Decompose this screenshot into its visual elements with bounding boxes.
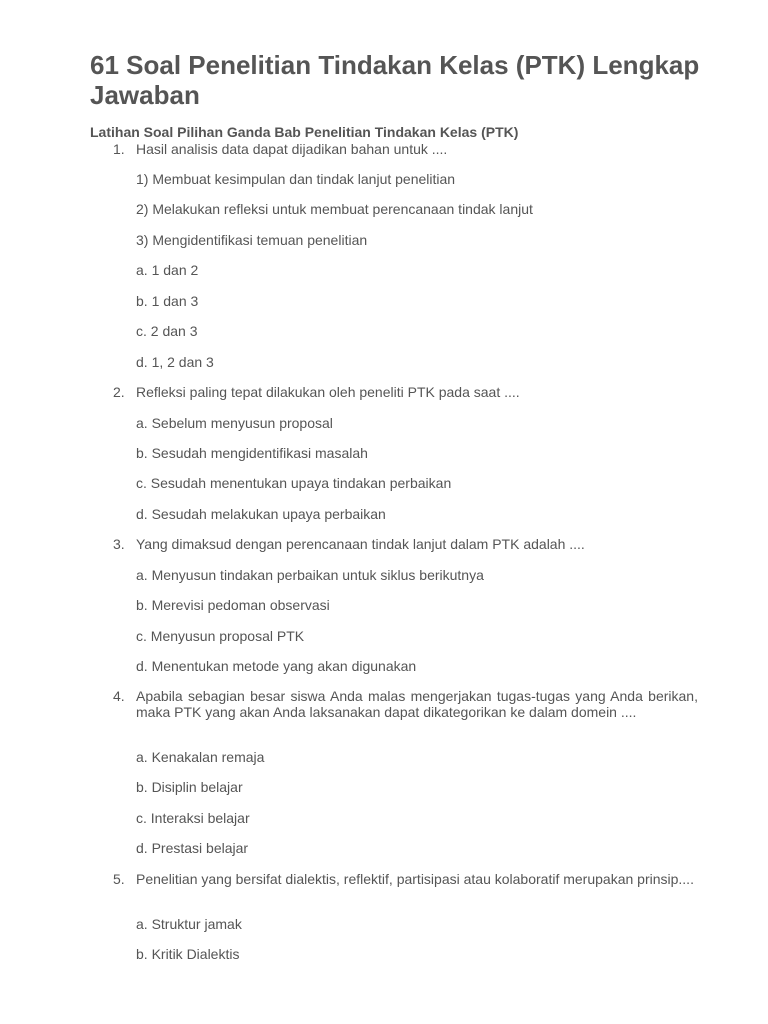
question-text: Penelitian yang bersifat dialektis, reflektif, partisipasi atau kolaboratif merupakan prinsip.... <box>136 871 694 887</box>
question-text: Apabila sebagian besar siswa Anda malas mengerjakan tugas-tugas yang Anda berikan, maka PTK yang akan Anda laksanakan dapat dikategorikan ke dalam domein .... <box>136 688 698 720</box>
section-subtitle: Latihan Soal Pilihan Ganda Bab Penelitian Tindakan Kelas (PTK) <box>90 124 519 140</box>
option-d: d. Sesudah melakukan upaya perbaikan <box>136 506 386 522</box>
question-text: Hasil analisis data dapat dijadikan bahan untuk .... <box>136 141 448 157</box>
option-a: a. Struktur jamak <box>136 916 242 932</box>
question-text: Refleksi paling tepat dilakukan oleh peneliti PTK pada saat .... <box>136 384 520 400</box>
question-number: 5. <box>113 871 125 887</box>
question-number: 4. <box>113 688 125 704</box>
option-a: a. Kenakalan remaja <box>136 749 265 765</box>
option-b: b. 1 dan 3 <box>136 293 199 309</box>
option-a: a. 1 dan 2 <box>136 262 199 278</box>
question-number: 2. <box>113 384 125 400</box>
question-text: Yang dimaksud dengan perencanaan tindak lanjut dalam PTK adalah .... <box>136 536 585 552</box>
page-title: 61 Soal Penelitian Tindakan Kelas (PTK) Lengkap Jawaban <box>90 50 700 110</box>
option-c: c. 2 dan 3 <box>136 323 198 339</box>
statement-2: 2) Melakukan refleksi untuk membuat perencanaan tindak lanjut <box>136 201 533 217</box>
option-b: b. Disiplin belajar <box>136 779 243 795</box>
option-b: b. Merevisi pedoman observasi <box>136 597 330 613</box>
question-number: 1. <box>113 141 125 157</box>
option-b: b. Sesudah mengidentifikasi masalah <box>136 445 368 461</box>
option-d: d. 1, 2 dan 3 <box>136 354 214 370</box>
option-b: b. Kritik Dialektis <box>136 946 240 962</box>
option-d: d. Prestasi belajar <box>136 840 249 856</box>
statement-1: 1) Membuat kesimpulan dan tindak lanjut penelitian <box>136 171 456 187</box>
question-number: 3. <box>113 536 125 552</box>
option-c: c. Menyusun proposal PTK <box>136 628 305 644</box>
option-a: a. Menyusun tindakan perbaikan untuk siklus berikutnya <box>136 567 484 583</box>
option-a: a. Sebelum menyusun proposal <box>136 415 333 431</box>
option-c: c. Sesudah menentukan upaya tindakan perbaikan <box>136 475 452 491</box>
option-d: d. Menentukan metode yang akan digunakan <box>136 658 417 674</box>
statement-3: 3) Mengidentifikasi temuan penelitian <box>136 232 368 248</box>
option-c: c. Interaksi belajar <box>136 810 250 826</box>
